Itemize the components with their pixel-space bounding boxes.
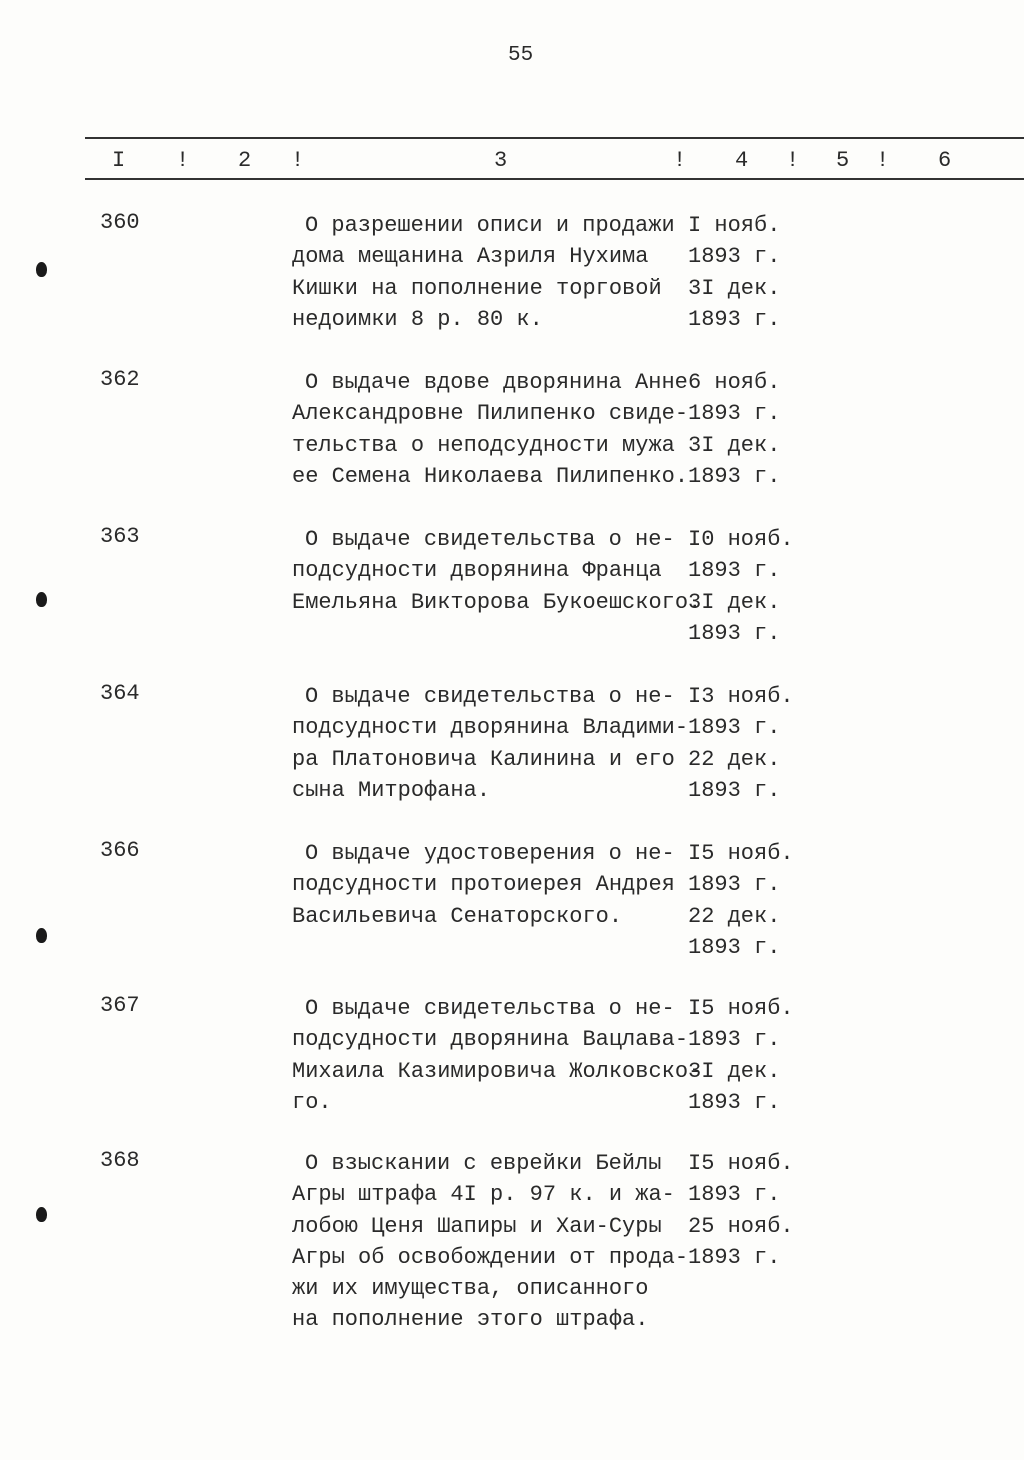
date-line: I нояб.	[688, 213, 781, 238]
description-line: лобою Ценя Шапиры и Хаи-Суры	[292, 1213, 662, 1239]
description-line: дома мещанина Азриля Нухима	[292, 244, 649, 270]
date-line: I3 нояб.	[688, 684, 794, 709]
column-header-4: 4	[735, 148, 749, 173]
record-number: 364	[100, 681, 140, 706]
column-separator: !	[176, 148, 190, 173]
record-description	[292, 524, 701, 618]
column-header-1: I	[112, 148, 126, 173]
date-line: I5 нояб.	[688, 996, 794, 1021]
date-line: 3I дек.	[688, 1058, 781, 1084]
description-line: О взыскании с еврейки Бейлы	[305, 1151, 662, 1176]
date-line: I5 нояб.	[688, 841, 794, 866]
date-line: 1893 г.	[688, 934, 781, 960]
record-dates	[688, 367, 780, 492]
record-dates	[688, 993, 794, 1118]
description-line: Михаила Казимировича Жолковско-	[292, 1058, 702, 1084]
record-description	[292, 367, 688, 492]
record-number: 363	[100, 524, 140, 549]
description-line: О выдаче вдове дворянина Анне	[305, 370, 688, 395]
record-dates	[688, 838, 794, 963]
description-line: Васильевича Сенаторского.	[292, 903, 623, 929]
record-description	[292, 681, 688, 806]
date-line: 1893 г.	[688, 401, 781, 427]
description-line: тельства о неподсудности мужа	[292, 432, 675, 458]
description-line: Кишки на пополнение торговой	[292, 275, 662, 301]
description-line: О выдаче свидетельства о не-	[305, 684, 675, 709]
date-line: 3I дек.	[688, 432, 781, 458]
description-line: О выдаче свидетельства о не-	[305, 527, 675, 552]
record-number: 368	[100, 1148, 140, 1173]
record-dates	[688, 210, 780, 335]
date-line: 1893 г.	[688, 1089, 781, 1115]
date-line: 25 нояб.	[688, 1213, 794, 1239]
date-line: 1893 г.	[688, 777, 781, 803]
record-description	[292, 993, 701, 1118]
date-line: I5 нояб.	[688, 1151, 794, 1176]
date-line: 1893 г.	[688, 620, 781, 646]
record-number: 367	[100, 993, 140, 1018]
record-number: 366	[100, 838, 140, 863]
column-separator: !	[291, 148, 305, 173]
column-separator: !	[876, 148, 890, 173]
description-line: подсудности дворянина Вацлава-	[292, 1027, 689, 1053]
date-line: 1893 г.	[688, 1244, 781, 1270]
binding-hole-mark	[36, 928, 47, 943]
description-line: О выдаче удостоверения о не-	[305, 841, 675, 866]
description-line: го.	[292, 1089, 332, 1115]
date-line: 1893 г.	[688, 244, 781, 270]
description-line: Емельяна Викторова Букоешского.	[292, 589, 702, 615]
date-line: 1893 г.	[688, 306, 781, 332]
record-number: 360	[100, 210, 140, 235]
description-line: жи их имущества, описанного	[292, 1276, 649, 1302]
binding-hole-mark	[36, 262, 47, 277]
column-header-2: 2	[238, 148, 252, 173]
description-line: Агры штрафа 4I р. 97 к. и жа-	[292, 1182, 675, 1208]
page-number: 55	[508, 44, 534, 67]
description-line: недоимки 8 р. 80 к.	[292, 306, 543, 332]
description-line: Александровне Пилипенко свиде-	[292, 401, 689, 427]
date-line: 1893 г.	[688, 1027, 781, 1053]
header-bottom-rule	[85, 178, 1024, 180]
date-line: 1893 г.	[688, 1182, 781, 1208]
description-line: О разрешении описи и продажи	[305, 213, 675, 238]
record-description	[292, 1148, 688, 1336]
binding-hole-mark	[36, 592, 47, 607]
column-header-6: 6	[938, 148, 952, 173]
column-separator: !	[673, 148, 687, 173]
date-line: 6 нояб.	[688, 370, 781, 395]
binding-hole-mark	[36, 1207, 47, 1222]
column-header-3: 3	[494, 148, 508, 173]
description-line: ее Семена Николаева Пилипенко.	[292, 463, 689, 489]
date-line: 1893 г.	[688, 872, 781, 898]
description-line: подсудности дворянина Франца	[292, 558, 662, 584]
description-line: Агры об освобождении от прода-	[292, 1244, 689, 1270]
description-line: подсудности протоиерея Андрея	[292, 872, 675, 898]
date-line: 1893 г.	[688, 558, 781, 584]
description-line: подсудности дворянина Владими-	[292, 715, 689, 741]
date-line: 3I дек.	[688, 589, 781, 615]
column-header-5: 5	[836, 148, 850, 173]
date-line: 22 дек.	[688, 903, 781, 929]
record-description	[292, 838, 675, 932]
header-top-rule	[85, 137, 1024, 139]
record-number: 362	[100, 367, 140, 392]
date-line: 22 дек.	[688, 746, 781, 772]
description-line: на пополнение этого штрафа.	[292, 1307, 649, 1333]
record-dates	[688, 524, 794, 649]
record-description	[292, 210, 675, 335]
date-line: I0 нояб.	[688, 527, 794, 552]
date-line: 3I дек.	[688, 275, 781, 301]
description-line: ра Платоновича Калинина и его	[292, 746, 675, 772]
column-separator: !	[786, 148, 800, 173]
date-line: 1893 г.	[688, 715, 781, 741]
description-line: О выдаче свидетельства о не-	[305, 996, 675, 1021]
record-dates	[688, 1148, 794, 1273]
record-dates	[688, 681, 794, 806]
date-line: 1893 г.	[688, 463, 781, 489]
description-line: сына Митрофана.	[292, 777, 491, 803]
